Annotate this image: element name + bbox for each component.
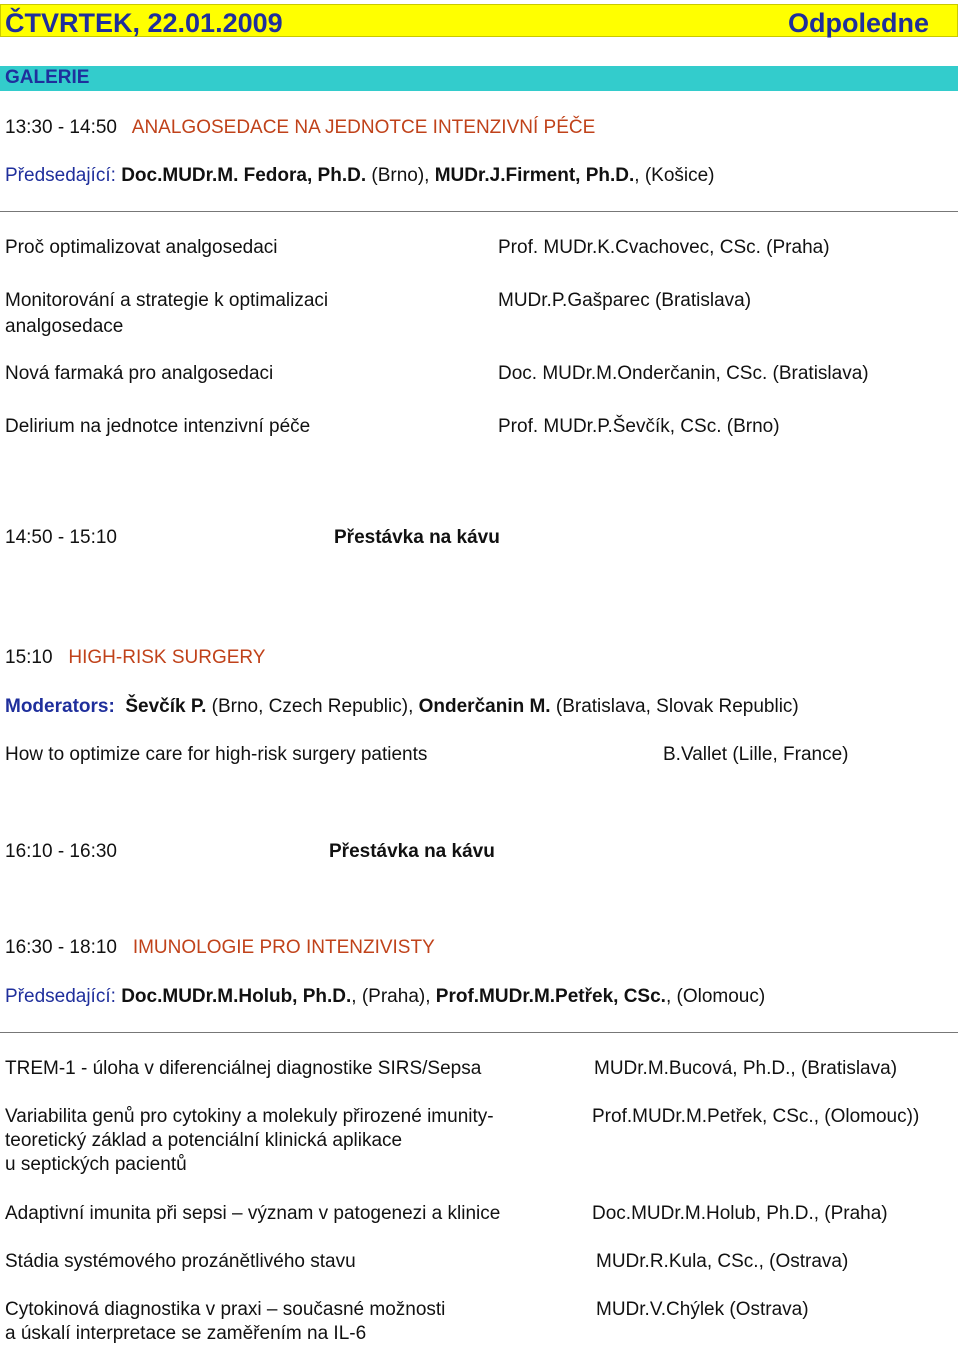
talk-speaker: MUDr.R.Kula, CSc., (Ostrava) [596, 1251, 849, 1272]
talk-topic: TREM-1 - úloha v diferenciálnej diagnostike SIRS/Sepsa [5, 1058, 482, 1079]
talk-speaker: Prof. MUDr.P.Ševčík, CSc. (Brno) [498, 416, 780, 437]
talk-speaker: Doc. MUDr.M.Onderčanin, CSc. (Bratislava) [498, 363, 869, 384]
talk-speaker: B.Vallet (Lille, France) [663, 744, 849, 765]
session3-chair-2: Prof.MUDr.M.Petřek, CSc. [435, 986, 666, 1007]
talk-topic: Adaptivní imunita při sepsi – význam v patogenezi a klinice [5, 1203, 501, 1224]
session2-heading [5, 647, 265, 669]
session2-mod-label: Moderators: [5, 696, 115, 717]
session3-title: IMUNOLOGIE PRO INTENZIVISTY [132, 937, 435, 958]
talk-topic: Stádia systémového prozánětlivého stavu [5, 1251, 356, 1272]
session1-chair-label: Předsedající: [5, 165, 116, 186]
talk-topic: Proč optimalizovat analgosedaci [5, 237, 278, 258]
session2-time: 15:10 [5, 647, 53, 668]
session1-heading [5, 117, 595, 139]
break2-label: Přestávka na kávu [329, 841, 495, 862]
talk-speaker: Doc.MUDr.M.Holub, Ph.D., (Praha) [592, 1203, 888, 1224]
session3-chair-1: Doc.MUDr.M.Holub, Ph.D. [121, 986, 352, 1007]
session1-chairs: Předsedající: Doc.MUDr.M. Fedora, Ph.D. (Brno), MUDr.J.Firment, Ph.D., (Košice) [5, 165, 715, 186]
talk-topic: Cytokinová diagnostika v praxi – současné možnosti [5, 1299, 446, 1320]
talk-topic: How to optimize care for high-risk surgery patients [5, 744, 428, 765]
session1-chair-2: MUDr.J.Firment, Ph.D. [434, 165, 635, 186]
session1-time: 13:30 - 14:50 [5, 117, 117, 138]
session3-chair-label: Předsedající: [5, 986, 116, 1007]
session1-title: ANALGOSEDACE NA JEDNOTCE INTENZIVNÍ PÉČE [131, 117, 596, 138]
break1-time: 14:50 - 15:10 [5, 527, 117, 548]
talk-topic-cont: u septických pacientů [5, 1154, 187, 1175]
talk-topic: Delirium na jednotce intenzivní péče [5, 416, 311, 437]
talk-speaker: Prof. MUDr.K.Cvachovec, CSc. (Praha) [498, 237, 830, 258]
session1-chair-1: Doc.MUDr.M. Fedora, Ph.D. [121, 165, 367, 186]
day-date: ČTVRTEK, 22.01.2009 [5, 8, 283, 38]
break2-time: 16:10 - 16:30 [5, 841, 117, 862]
talk-topic: Nová farmaká pro analgosedaci [5, 363, 274, 384]
talk-speaker: Prof.MUDr.M.Petřek, CSc., (Olomouc)) [592, 1106, 920, 1127]
talk-speaker: MUDr.P.Gašparec (Bratislava) [498, 290, 752, 311]
break1-label: Přestávka na kávu [334, 527, 500, 548]
room-name: GALERIE [5, 67, 90, 88]
day-part: Odpoledne [788, 8, 929, 38]
session3-chairs: Předsedající: Doc.MUDr.M.Holub, Ph.D., (Praha), Prof.MUDr.M.Petřek, CSc., (Olomouc) [5, 986, 766, 1007]
talk-speaker: MUDr.M.Bucová, Ph.D., (Bratislava) [594, 1058, 898, 1079]
divider [0, 211, 958, 212]
room-header-bar [0, 66, 958, 91]
talk-topic-cont: analgosedace [5, 316, 124, 337]
session2-title: HIGH-RISK SURGERY [68, 647, 266, 668]
talk-topic-cont: a úskalí interpretace se zaměřením na IL-6 [5, 1323, 367, 1344]
talk-speaker: MUDr.V.Chýlek (Ostrava) [596, 1299, 809, 1320]
session3-time: 16:30 - 18:10 [5, 937, 117, 958]
session2-mod-2: Onderčanin M. [418, 696, 551, 717]
talk-topic: Monitorování a strategie k optimalizaci [5, 290, 329, 311]
talk-topic-cont: teoretický základ a potenciální klinická aplikace [5, 1130, 403, 1151]
divider [0, 1032, 958, 1033]
day-header-bar [0, 4, 958, 37]
talk-topic: Variabilita genů pro cytokiny a molekuly přirozené imunity- [5, 1106, 494, 1127]
session3-heading [5, 937, 435, 959]
session2-moderators: Moderators: Ševčík P. (Brno, Czech Republic), Onderčanin M. (Bratislava, Slovak Republic) [5, 696, 799, 717]
session2-mod-1: Ševčík P. [125, 696, 207, 717]
